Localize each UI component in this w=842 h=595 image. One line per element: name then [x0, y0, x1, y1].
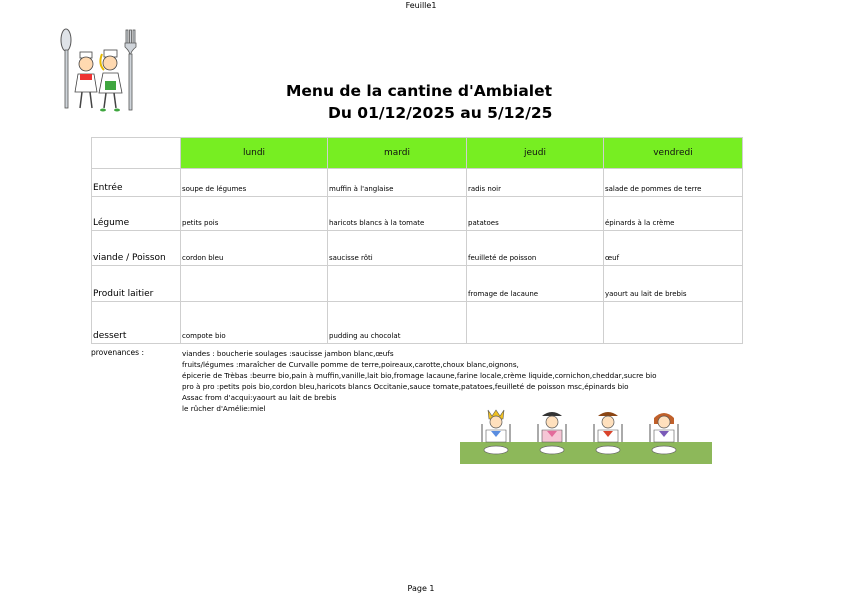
menu-cell: muffin à l'anglaise	[328, 169, 467, 197]
child-1	[482, 410, 510, 454]
child-2	[538, 412, 566, 454]
row-label-legume: Légume	[92, 197, 181, 231]
provenance-line: le rûcher d'Amélie:miel	[182, 404, 266, 413]
menu-cell: salade de pommes de terre	[604, 169, 743, 197]
provenance-line: Assac from d'acqui:yaourt au lait de brebis	[182, 393, 337, 402]
menu-cell: épinards à la crème	[604, 197, 743, 231]
table-row	[92, 231, 743, 266]
table-row	[92, 302, 743, 344]
table-row	[92, 266, 743, 302]
row-label-produit-laitier: Produit laitier	[92, 266, 181, 302]
day-header-vendredi: vendredi	[604, 138, 743, 169]
provenances-list	[182, 348, 657, 414]
menu-cell	[181, 266, 328, 302]
menu-cell: soupe de légumes	[181, 169, 328, 197]
menu-cell: fromage de lacaune	[467, 266, 604, 302]
menu-cell: haricots blancs à la tomate	[328, 197, 467, 231]
menu-cell: saucisse rôti	[328, 231, 467, 266]
provenance-line: épicerie de Trèbas :beurre bio,pain à muffin,vanille,lait bio,fromage lacaune,farine locale,crème liquide,cornichon,cheddar,sucre bio	[182, 371, 657, 380]
table-row	[92, 169, 743, 197]
menu-table	[91, 137, 743, 344]
menu-cell: compote bio	[181, 302, 328, 344]
row-label-dessert: dessert	[92, 302, 181, 344]
table-row	[92, 197, 743, 231]
sheet-name: Feuille1	[405, 1, 437, 10]
day-header-mardi: mardi	[328, 138, 467, 169]
chef-kids-logo-illustration	[56, 26, 140, 114]
provenance-line: viandes : boucherie soulages :saucisse jambon blanc,œufs	[182, 349, 394, 358]
menu-date-range: Du 01/12/2025 au 5/12/25	[328, 104, 553, 122]
page-number: Page 1	[407, 584, 435, 593]
provenance-line: fruits/légumes :maraîcher de Curvalle pomme de terre,poireaux,carotte,choux blanc,oignons,	[182, 360, 519, 369]
menu-cell: feuilleté de poisson	[467, 231, 604, 266]
menu-cell: œuf	[604, 231, 743, 266]
menu-cell	[467, 302, 604, 344]
menu-title: Menu de la cantine d'Ambialet	[286, 82, 553, 100]
menu-cell	[328, 266, 467, 302]
kids-at-table-illustration	[458, 408, 714, 468]
menu-cell: petits pois	[181, 197, 328, 231]
child-4	[650, 413, 678, 454]
provenances-label: provenances :	[91, 348, 144, 357]
day-header-lundi: lundi	[181, 138, 328, 169]
menu-cell: radis noir	[467, 169, 604, 197]
row-label-entree: Entrée	[92, 169, 181, 197]
child-3	[594, 412, 622, 454]
menu-cell: pudding au chocolat	[328, 302, 467, 344]
menu-cell: yaourt au lait de brebis	[604, 266, 743, 302]
menu-cell: cordon bleu	[181, 231, 328, 266]
row-label-viande-poisson: viande / Poisson	[92, 231, 181, 266]
day-header-jeudi: jeudi	[467, 138, 604, 169]
corner-cell	[92, 138, 181, 169]
provenance-line: pro à pro :petits pois bio,cordon bleu,haricots blancs Occitanie,sauce tomate,patatoes,feuilleté de poisson msc,épinards bio	[182, 382, 629, 391]
table-header-row	[92, 138, 743, 169]
menu-cell	[604, 302, 743, 344]
menu-cell: patatoes	[467, 197, 604, 231]
